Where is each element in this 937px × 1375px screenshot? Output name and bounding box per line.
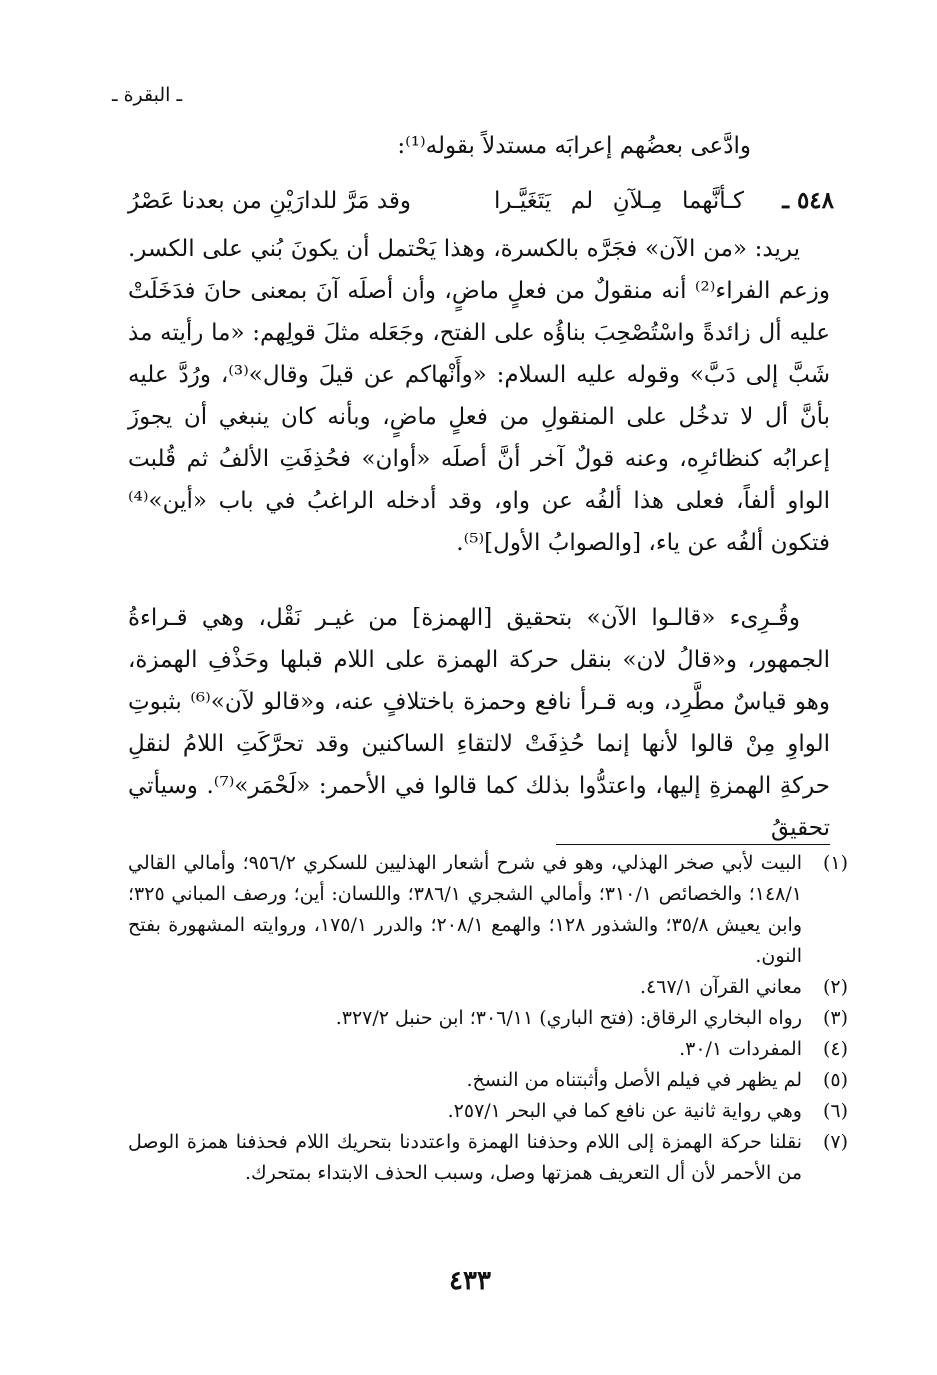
footnote-1 xyxy=(128,848,848,972)
footnote-7 xyxy=(128,1127,848,1189)
footnote-text: رواه البخاري الرقاق: (فتح الباري) ٣٠٦/١١؛ ابن حنبل ٣٢٧/٢. xyxy=(335,1007,802,1029)
body-paragraph-1 xyxy=(128,228,830,564)
footnote-5 xyxy=(128,1065,848,1096)
footnote-number: (٣) xyxy=(822,1007,848,1029)
footnote-text: لم يظهر في فيلم الأصل وأثبتناه من النسخ. xyxy=(466,1069,802,1091)
footnote-number: (٥) xyxy=(822,1069,848,1091)
footnote-text: معاني القرآن ٤٦٧/١. xyxy=(639,976,802,998)
footnote-4 xyxy=(128,1034,848,1065)
footnote-3 xyxy=(128,1003,848,1034)
footnote-2 xyxy=(128,972,848,1003)
page-number: ٤٣٣ xyxy=(449,1266,491,1296)
verse-introduction xyxy=(129,126,831,166)
footnote-6 xyxy=(128,1096,848,1127)
verse-first-hemistich: كـأنَّهما مِـلآنِ لم يَتَغَيَّـرا xyxy=(494,188,744,214)
poetry-verse xyxy=(128,180,834,222)
footnote-text: نقلنا حركة الهمزة إلى اللام وحذفنا الهمزة واعتددنا بتحريك اللام فحذفنا همزة الوصل من الأحمر لأن أل التعريف همزتها وصل، وسبب الحذف الابتداء بمتحرك. xyxy=(128,1131,802,1184)
body-paragraph-2 xyxy=(128,597,830,849)
footnote-number: (٤) xyxy=(822,1038,848,1060)
verse-second-hemistich: وقد مَرَّ للدارَيْنِ من بعدنا عَصْرُ xyxy=(128,188,412,214)
verse-number: ٥٤٨ ـ xyxy=(782,187,834,214)
paragraph-text: وقُـرِىء «قالـوا الآن» بتحقيق [الهمزة] من غيـر نَقْل، وهي قـراءةُ الجمهور، و«قالُ لان» بنقل حركة الهمزة على اللام قبلها وحَذْفِ الهمزة، وهو قياسٌ مطَّرِد، وبه قـرأ نافع وحمزة باختلافٍ عنه، و«قالو لآن»⁽⁶⁾ بثبوتِ الواوِ مِنْ قالوا لأنها إنما حُذِفَتْ لالتقاءِ الساكنين وقد تحرَّكَتِ اللامُ لنقلِ حركةِ الهمزةِ إليها، واعتدُّوا بذلك كما قالوا في الأحمر: «لَحْمَر»⁽⁷⁾. وسيأتي تحقيقُ xyxy=(128,605,830,841)
footnote-number: (٧) xyxy=(822,1131,848,1153)
paragraph-text: يريد: «من الآن» فجَرَّه بالكسرة، وهذا يَحْتمل أن يكونَ بُني على الكسر. وزعم الفراء⁽²⁾ أنه منقولٌ من فعلٍ ماضٍ، وأن أصلَه آنَ بمعنى حانَ فدَخَلَتْ عليه أل زائدةً واسْتُصْحِبَ بناؤُه على الفتح، وجَعَله مثلَ قولِهم: «ما رأيته مذ شَبَّ إلى دَبَّ» وقوله عليه السلام: «وأَنْهاكم عن قيلَ وقال»⁽³⁾، ورُدَّ عليه بأنَّ أل لا تدخُل على المنقولِ من فعلٍ ماضٍ، وبأنه كان ينبغي أن يجوزَ إعرابُه كنظائرِه، وعنه قولٌ آخر أنَّ أصلَه «أوان» فحُذِفَتِ الألفُ ثم قُلبت الواو ألفاً، فعلى هذا ألفُه عن واو، وقد أدخله الراغبُ في باب «أين»⁽⁴⁾ فتكون ألفُه عن ياء، [والصوابُ الأول]⁽⁵⁾. xyxy=(128,236,830,556)
footnote-text: البيت لأبي صخر الهذلي، وهو في شرح أشعار الهذليين للسكري ٩٥٦/٢؛ وأمالي القالي ١٤٨/١؛ والخصائص ٣١٠/١؛ وأمالي الشجري ٣٨٦/١؛ واللسان: أين؛ ورصف المباني ٣٢٥؛ وابن يعيش ٣٥/٨؛ والشذور ١٢٨؛ والهمع ٢٠٨/١؛ والدرر ١٧٥/١، وروايته المشهورة بفتح النون. xyxy=(128,852,803,967)
footnote-separator xyxy=(556,844,830,845)
verse-introduction-text: وادَّعى بعضُهم إعرابَه مستدلاً بقوله⁽¹⁾: xyxy=(397,133,751,159)
running-header: ـ البقرة ـ xyxy=(112,84,183,106)
footnote-number: (٦) xyxy=(822,1100,848,1122)
footnote-number: (١) xyxy=(822,852,848,874)
footnote-text: وهي رواية ثانية عن نافع كما في البحر ٢٥٧/١. xyxy=(447,1100,802,1122)
footnotes xyxy=(128,848,848,1189)
footnote-number: (٢) xyxy=(822,976,848,998)
footnote-text: المفردات ٣٠/١. xyxy=(679,1038,802,1060)
